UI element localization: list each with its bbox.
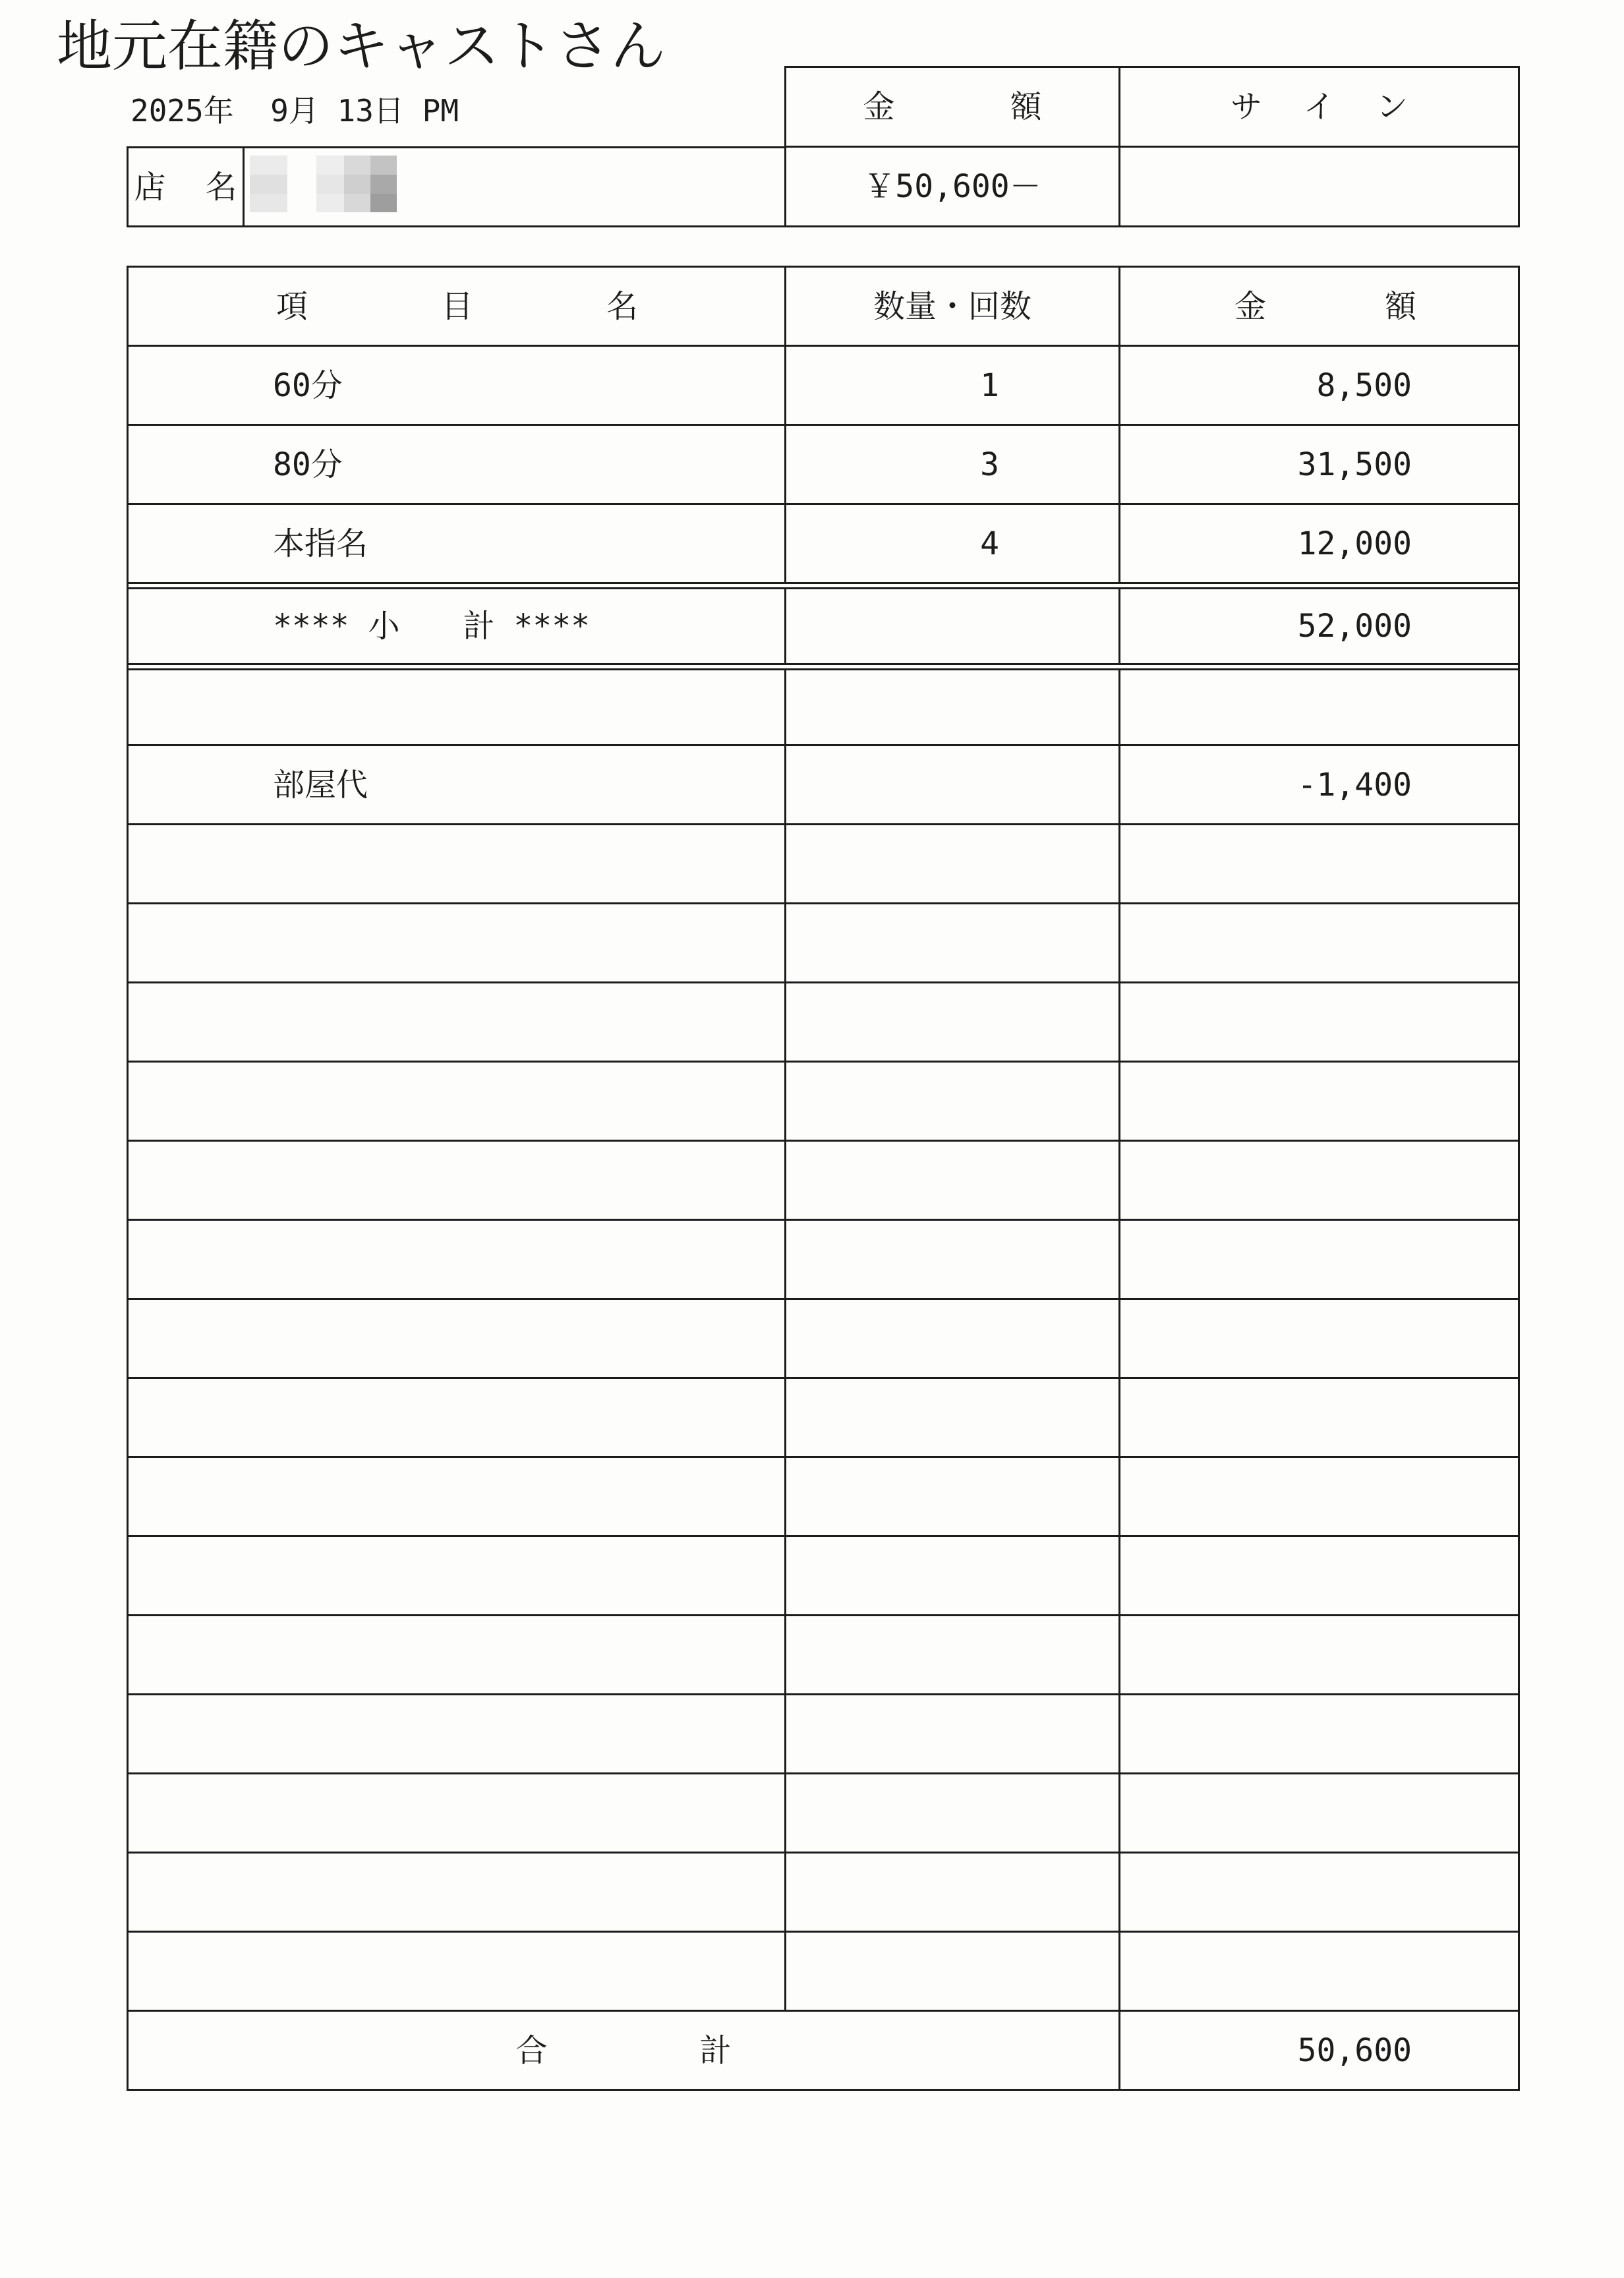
table-row-blank bbox=[129, 1774, 1518, 1852]
blank-cell bbox=[1120, 1774, 1518, 1852]
blank-cell bbox=[1120, 1616, 1518, 1693]
item-amount: -1,400 bbox=[1120, 746, 1518, 823]
table-row bbox=[129, 505, 1518, 582]
mosaic-gap bbox=[287, 194, 316, 212]
table-row-blank bbox=[129, 825, 1518, 902]
item-name: 本指名 bbox=[129, 505, 784, 582]
blank-cell bbox=[1120, 670, 1518, 744]
table-row-blank bbox=[129, 1854, 1518, 1931]
blank-cell bbox=[786, 983, 1118, 1061]
blank-cell bbox=[786, 1537, 1118, 1614]
blank-cell bbox=[786, 1933, 1118, 2010]
document-title: 地元在籍のキャストさん bbox=[57, 14, 666, 78]
summary-box bbox=[784, 66, 1520, 227]
blank-cell bbox=[1120, 1300, 1518, 1377]
store-label-cell bbox=[129, 148, 243, 225]
blank-cell bbox=[129, 1379, 784, 1456]
blank-cell bbox=[786, 825, 1118, 902]
blank-cell bbox=[129, 1695, 784, 1772]
blank-cell bbox=[1120, 1063, 1518, 1140]
blank-cell bbox=[129, 1537, 784, 1614]
table-row-blank bbox=[129, 1537, 1518, 1614]
mosaic-block bbox=[344, 175, 370, 194]
item-amount: 8,500 bbox=[1120, 347, 1518, 424]
item-quantity: 3 bbox=[786, 426, 1118, 503]
blank-cell bbox=[1120, 1142, 1518, 1219]
blank-cell bbox=[786, 1695, 1118, 1772]
table-row-blank bbox=[129, 1616, 1518, 1693]
table-row bbox=[129, 746, 1518, 823]
header-quantity: 数量・回数 bbox=[873, 287, 1031, 325]
line-items-table bbox=[127, 266, 1520, 2091]
item-amount: 31,500 bbox=[1120, 426, 1518, 503]
blank-cell bbox=[129, 1458, 784, 1535]
item-quantity: 1 bbox=[786, 347, 1118, 424]
table-row-blank bbox=[129, 1063, 1518, 1140]
header-item: 項 目 名 bbox=[276, 287, 638, 325]
summary-amount-value: ￥50,600－ bbox=[863, 168, 1041, 205]
summary-amount-value-cell bbox=[786, 148, 1118, 225]
blank-cell bbox=[786, 1854, 1118, 1931]
blank-cell bbox=[129, 1300, 784, 1377]
mosaic-block bbox=[250, 194, 287, 212]
total-row bbox=[129, 2012, 1518, 2089]
table-row-blank bbox=[129, 983, 1518, 1061]
table-row bbox=[129, 347, 1518, 424]
header-amount-cell bbox=[1120, 268, 1518, 345]
header-quantity-cell bbox=[786, 268, 1118, 345]
blank-cell bbox=[786, 670, 1118, 744]
summary-sign-header-cell bbox=[1120, 68, 1518, 146]
mosaic-block bbox=[370, 194, 397, 212]
item-quantity: 4 bbox=[786, 505, 1118, 582]
blank-cell bbox=[1120, 1933, 1518, 2010]
summary-amount-label: 金 額 bbox=[863, 88, 1042, 125]
mosaic-block bbox=[370, 175, 397, 194]
redacted-store-name bbox=[250, 156, 397, 212]
blank-cell bbox=[129, 1774, 784, 1852]
mosaic-block bbox=[250, 156, 287, 175]
blank-cell bbox=[786, 1142, 1118, 1219]
summary-sign-label: サ イ ン bbox=[1231, 88, 1408, 125]
summary-sign-value-cell bbox=[1120, 148, 1518, 225]
mosaic-block bbox=[316, 156, 344, 175]
blank-cell bbox=[1120, 1379, 1518, 1456]
mosaic-gap bbox=[287, 175, 316, 194]
blank-cell bbox=[129, 1933, 784, 2010]
blank-cell bbox=[129, 1063, 784, 1140]
mosaic-block bbox=[370, 156, 397, 175]
mosaic-block bbox=[344, 156, 370, 175]
blank-cell bbox=[129, 983, 784, 1061]
blank-cell bbox=[786, 1458, 1118, 1535]
mosaic-block bbox=[316, 175, 344, 194]
blank-cell bbox=[1120, 1221, 1518, 1298]
double-rule bbox=[129, 665, 1518, 668]
table-row-blank bbox=[129, 1695, 1518, 1772]
table-row-blank bbox=[129, 1142, 1518, 1219]
table-header-row bbox=[129, 268, 1518, 345]
blank-cell bbox=[786, 1063, 1118, 1140]
table-row-blank bbox=[129, 1933, 1518, 2010]
mosaic-block bbox=[344, 194, 370, 212]
subtotal-label: **** 小 計 **** bbox=[129, 589, 784, 663]
table-row-blank bbox=[129, 1379, 1518, 1456]
header-amount: 金 額 bbox=[1234, 287, 1416, 325]
blank-cell bbox=[1120, 1854, 1518, 1931]
store-name-box bbox=[127, 146, 786, 227]
blank-cell bbox=[786, 904, 1118, 981]
table-row-blank bbox=[129, 1300, 1518, 1377]
item-name: 80分 bbox=[129, 426, 784, 503]
blank-cell bbox=[786, 1221, 1118, 1298]
blank-cell bbox=[786, 1300, 1118, 1377]
table-row bbox=[129, 426, 1518, 503]
blank-cell bbox=[1120, 1695, 1518, 1772]
blank-cell bbox=[786, 1774, 1118, 1852]
blank-cell bbox=[129, 1616, 784, 1693]
summary-amount-header-cell bbox=[786, 68, 1118, 146]
total-label-cell bbox=[129, 2012, 1118, 2089]
mosaic-gap bbox=[287, 156, 316, 175]
document-date: 2025年 9月 13日 PM bbox=[130, 93, 459, 129]
table-row-blank bbox=[129, 1221, 1518, 1298]
blank-cell bbox=[129, 904, 784, 981]
table-row-blank bbox=[129, 904, 1518, 981]
blank-cell bbox=[1120, 825, 1518, 902]
header-item-cell bbox=[129, 268, 784, 345]
subtotal-row bbox=[129, 589, 1518, 663]
table-row-blank bbox=[129, 670, 1518, 744]
store-label: 店 名 bbox=[134, 168, 237, 206]
item-quantity-cell bbox=[786, 746, 1118, 823]
blank-cell bbox=[129, 1142, 784, 1219]
item-name: 部屋代 bbox=[129, 746, 784, 823]
blank-cell bbox=[129, 825, 784, 902]
blank-cell bbox=[786, 1379, 1118, 1456]
blank-cell bbox=[129, 670, 784, 744]
mosaic-block bbox=[250, 175, 287, 194]
table-row-blank bbox=[129, 1458, 1518, 1535]
total-label: 合 計 bbox=[515, 2031, 732, 2069]
subtotal-amount: 52,000 bbox=[1120, 589, 1518, 663]
blank-cell bbox=[129, 1854, 784, 1931]
subtotal-quantity-cell bbox=[786, 589, 1118, 663]
blank-cell bbox=[786, 1616, 1118, 1693]
item-amount: 12,000 bbox=[1120, 505, 1518, 582]
item-name: 60分 bbox=[129, 347, 784, 424]
blank-cell bbox=[1120, 1458, 1518, 1535]
blank-cell bbox=[1120, 983, 1518, 1061]
blank-cell bbox=[129, 1221, 784, 1298]
total-amount: 50,600 bbox=[1120, 2012, 1518, 2089]
double-rule bbox=[129, 584, 1518, 587]
mosaic-block bbox=[316, 194, 344, 212]
blank-cell bbox=[1120, 1537, 1518, 1614]
blank-cell bbox=[1120, 904, 1518, 981]
